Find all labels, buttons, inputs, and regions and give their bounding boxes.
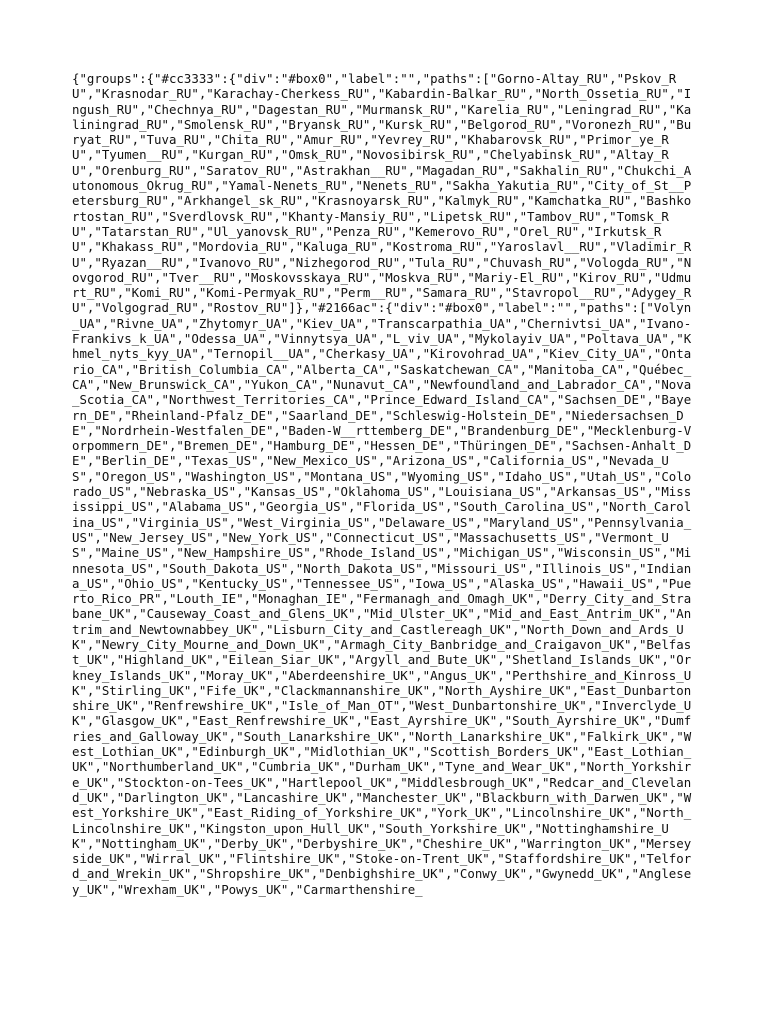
raw-json-text: {"groups":{"#cc3333":{"div":"#box0","label":"","paths":["Gorno-Altay_RU","Pskov_RU","Krasnodar_RU","Karachay-Cherkess_RU","Kabardin-Balkar_RU","North_Ossetia_RU","Ingush_RU","Chechnya_RU","Dagestan_RU","Murmansk_RU","Karelia_RU","Leningrad_RU","Kaliningrad_RU","Smolensk_RU","Bryansk_RU","Kursk_RU","Belgorod_RU","Voronezh_RU","Buryat_RU","Tuva_RU","Chita_RU","Amur_RU","Yevrey_RU","Khabarovsk_RU","Primor_ye_RU","Tyumen__RU","Kurgan_RU","Omsk_RU","Novosibirsk_RU","Chelyabinsk_RU","Altay_RU","Orenburg_RU","Saratov_RU","Astrakhan__RU","Magadan_RU","Sakhalin_RU","Chukchi_Autonomous_Okrug_RU","Yamal-Nenets_RU","Nenets_RU","Sakha_Yakutia_RU","City_of_St__Petersburg_RU","Arkhangel_sk_RU","Krasnoyarsk_RU","Kalmyk_RU","Kamchatka_RU","Bashkortostan_RU","Sverdlovsk_RU","Khanty-Mansiy_RU","Lipetsk_RU","Tambov_RU","Tomsk_RU","Tatarstan_RU","Ul_yanovsk_RU","Penza_RU","Kemerovo_RU","Orel_RU","Irkutsk_RU","Khakass_RU","Mordovia_RU","Kaluga_RU","Kostroma_RU","Yaroslavl__RU","Vladimir_RU","Ryazan__RU","Ivanovo_RU","Nizhegorod_RU","Tula_RU","Chuvash_RU","Vologda_RU","Novgorod_RU","Tver__RU","Moskovsskaya_RU","Moskva_RU","Mariy-El_RU","Kirov_RU","Udmurt_RU","Komi_RU","Komi-Permyak_RU","Perm__RU","Samara_RU","Stavropol__RU","Adygey_RU","Volgograd_RU","Rostov_RU"]},"#2166ac":{"div":"#box0","label":"","paths":["Volyn_UA","Rivne_UA","Zhytomyr_UA","Kiev_UA","Transcarpathia_UA","Chernivtsi_UA","Ivano-Frankivs_k_UA","Odessa_UA","Vinnytsya_UA","L_viv_UA","Mykolayiv_UA","Poltava_UA","Khmel_nyts_kyy_UA","Ternopil__UA","Cherkasy_UA","Kirovohrad_UA","Kiev_City_UA","Ontario_CA","British_Columbia_CA","Alberta_CA","Saskatchewan_CA","Manitoba_CA","Québec_CA","New_Brunswick_CA","Yukon_CA","Nunavut_CA","Newfoundland_and_Labrador_CA","Nova_Scotia_CA","Northwest_Territories_CA","Prince_Edward_Island_CA","Sachsen_DE","Bayern_DE","Rheinland-Pfalz_DE","Saarland_DE","Schleswig-Holstein_DE","Niedersachsen_DE","Nordrhein-Westfalen_DE","Baden-W__rttemberg_DE","Brandenburg_DE","Mecklenburg-Vorpommern_DE","Bremen_DE","Hamburg_DE","Hessen_DE","Thüringen_DE","Sachsen-Anhalt_DE","Berlin_DE","Texas_US","New_Mexico_US","Arizona_US","California_US","Nevada_US","Oregon_US","Washington_US","Montana_US","Wyoming_US","Idaho_US","Utah_US","Colorado_US","Nebraska_US","Kansas_US","Oklahoma_US","Louisiana_US","Arkansas_US","Mississippi_US","Alabama_US","Georgia_US","Florida_US","South_Carolina_US","North_Carolina_US","Virginia_US","West_Virginia_US","Delaware_US","Maryland_US","Pennsylvania_US","New_Jersey_US","New_York_US","Connecticut_US","Massachusetts_US","Vermont_US","Maine_US","New_Hampshire_US","Rhode_Island_US","Michigan_US","Wisconsin_US","Minnesota_US","South_Dakota_US","North_Dakota_US","Missouri_US","Illinois_US","Indiana_US","Ohio_US","Kentucky_US","Tennessee_US","Iowa_US","Alaska_US","Hawaii_US","Puerto_Rico_PR","Louth_IE","Monaghan_IE","Fermanagh_and_Omagh_UK","Derry_City_and_Strabane_UK","Causeway_Coast_and_Glens_UK","Mid_Ulster_UK","Mid_and_East_Antrim_UK","Antrim_and_Newtownabbey_UK","Lisburn_City_and_Castlereagh_UK","North_Down_and_Ards_UK","Newry_City_Mourne_and_Down_UK","Armagh_City_Banbridge_and_Craigavon_UK","Belfast_UK","Highland_UK","Eilean_Siar_UK","Argyll_and_Bute_UK","Shetland_Islands_UK","Orkney_Islands_UK","Moray_UK","Aberdeenshire_UK","Angus_UK","Perthshire_and_Kinross_UK","Stirling_UK","Fife_UK","Clackmannanshire_UK","North_Ayshire_UK","East_Dunbartonshire_UK","Renfrewshire_UK","Isle_of_Man_OT","West_Dunbartonshire_UK","Inverclyde_UK","Glasgow_UK","East_Renfrewshire_UK","East_Ayrshire_UK","South_Ayrshire_UK","Dumfries_and_Galloway_UK","South_Lanarkshire_UK","North_Lanarkshire_UK","Falkirk_UK","West_Lothian_UK","Edinburgh_UK","Midlothian_UK","Scottish_Borders_UK","East_Lothian_UK","Northumberland_UK","Cumbria_UK","Durham_UK","Tyne_and_Wear_UK","North_Yorkshire_UK","Stockton-on-Tees_UK","Hartlepool_UK","Middlesbrough_UK","Redcar_and_Cleveland_UK","Darlington_UK","Lancashire_UK","Manchester_UK","Blackburn_with_Darwen_UK","West_Yorkshire_UK","East_Riding_of_Yorkshire_UK","York_UK","Lincolnshire_UK","North_Lincolnshire_UK","Kingston_upon_Hull_UK","South_Yorkshire_UK","Nottinghamshire_UK","Nottingham_UK","Derby_UK","Derbyshire_UK","Cheshire_UK","Warrington_UK","Merseyside_UK","Wirral_UK","Flintshire_UK","Stoke-on-Trent_UK","Staffordshire_UK","Telford_and_Wrekin_UK","Shropshire_UK","Denbighshire_UK","Conwy_UK","Gwynedd_UK","Anglesey_UK","Wrexham_UK","Powys_UK","Carmarthenshire_ [72, 71, 692, 897]
